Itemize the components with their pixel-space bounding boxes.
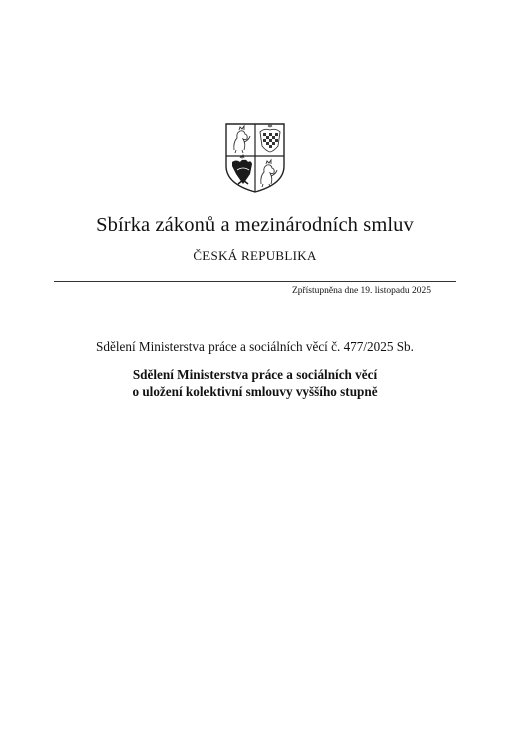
coat-of-arms-icon [224, 122, 286, 194]
page-title: Sbírka zákonů a mezinárodních smluv [96, 214, 414, 236]
document-heading [0, 366, 510, 400]
document-heading-line-2: o uložení kolektivní smlouvy vyššího stupně [132, 384, 378, 399]
publication-date: Zpřístupněna dne 19. listopadu 2025 [291, 286, 431, 296]
document-heading-line-1: Sdělení Ministerstva práce a sociálních věcí [132, 367, 378, 382]
country-label: ČESKÁ REPUBLIKA [193, 248, 317, 263]
document-reference: Sdělení Ministerstva práce a sociálních věcí č. 477/2025 Sb. [96, 339, 414, 354]
header-divider [54, 281, 456, 282]
